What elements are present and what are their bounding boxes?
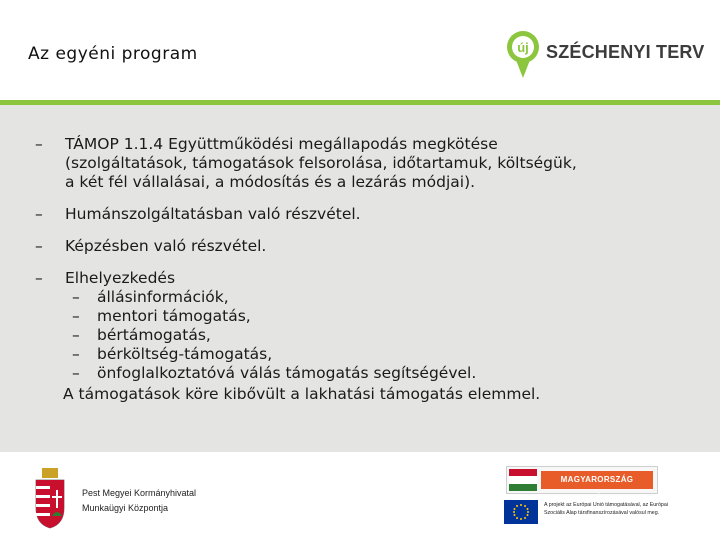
sub-item-text: bértámogatás, [97,326,211,344]
item-line: (szolgáltatások, támogatások felsorolása, időtartamuk, költségük, [65,154,577,172]
slide-footer [0,452,720,540]
bullet-dash: – [72,307,80,325]
eu-flag-icon [504,500,538,524]
sub-item-text: bérköltség-támogatás, [97,345,273,363]
szechenyi-terv-logo [506,30,705,90]
list-item [35,135,705,192]
eu-funding-note [504,500,694,526]
logo-text: SZÉCHENYI TERV [546,42,705,62]
sub-list-item [65,345,705,364]
logo-mark: új [517,40,529,55]
item-note: A támogatások köre kibővült a lakhatási támogatás elemmel. [63,385,541,403]
org-line: Pest Megyei Kormányhivatal [82,488,197,498]
hungarian-flag-icon [509,469,537,491]
location-pin-icon [506,30,540,88]
eu-text-line: A projekt az Európai Unió támogatásával, az Európai [544,502,668,508]
magyarorszag-megujul-banner [506,466,658,502]
item-line: Elhelyezkedés [65,269,176,287]
sub-item-text: mentori támogatás, [97,307,251,325]
sub-item-text: önfoglalkoztatóvá válás támogatás segítségével. [97,364,477,382]
bullet-dash: – [72,364,80,382]
item-line: Képzésben való részvétel. [65,237,267,255]
list-item [35,237,705,256]
bullet-list [35,135,705,404]
sub-list-item [65,326,705,345]
bullet-dash: – [72,345,80,363]
eu-text-line: Szociális Alap társfinanszírozásával valósul meg. [544,510,660,516]
organization-name [82,486,196,516]
item-line: Humánszolgáltatásban való részvétel. [65,205,361,223]
slide-title: Az egyéni program [28,44,198,64]
list-item [35,269,705,404]
slide-header [0,0,720,100]
banner-text: MAGYARORSZÁG MEGÚJUL [541,471,653,489]
bullet-dash: – [72,288,80,306]
sub-list-item [65,288,705,307]
bullet-dash: – [35,269,43,287]
bullet-dash: – [35,237,43,255]
sub-list-item [65,307,705,326]
eu-text [544,501,694,517]
slide-body [0,105,720,452]
bullet-dash: – [35,135,43,153]
bullet-dash: – [35,205,43,223]
coat-of-arms-icon [32,466,68,530]
item-line: TÁMOP 1.1.4 Együttműködési megállapodás megkötése [65,135,498,153]
org-line: Munkaügyi Központja [82,503,169,513]
sub-list-item [65,364,705,383]
sub-item-text: állásinformációk, [97,288,229,306]
list-item [35,205,705,224]
item-line: a két fél vállalásai, a módosítás és a lezárás módjai). [65,173,476,191]
bullet-dash: – [72,326,80,344]
